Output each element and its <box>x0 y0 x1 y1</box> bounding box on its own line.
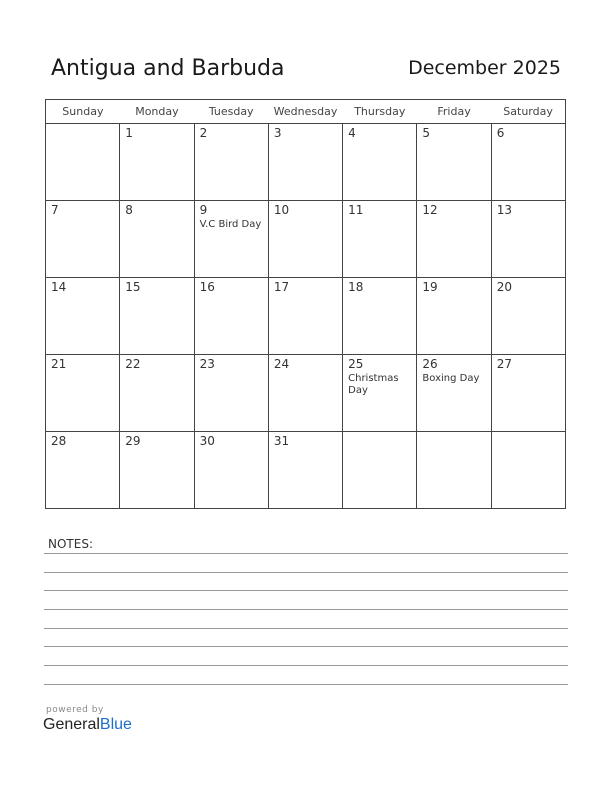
weekday-header: Thursday <box>343 100 417 124</box>
holiday-label <box>120 294 193 296</box>
day-number: 27 <box>496 357 512 371</box>
day-cell <box>343 201 417 278</box>
note-line <box>44 609 568 610</box>
week-row <box>46 201 566 278</box>
day-cell <box>194 432 268 509</box>
holiday-label <box>120 371 193 373</box>
holiday-label <box>417 294 490 296</box>
day-cell <box>120 124 194 201</box>
day-cell <box>491 355 565 432</box>
holiday-label <box>120 217 193 219</box>
generalblue-logo[interactable] <box>43 716 132 734</box>
holiday-label <box>343 140 416 142</box>
holiday-label <box>492 434 565 436</box>
holiday-label <box>492 294 565 296</box>
day-cell <box>194 355 268 432</box>
holiday-label <box>492 217 565 219</box>
day-number: 18 <box>348 280 364 294</box>
holiday-label <box>195 140 268 142</box>
day-cell <box>46 201 120 278</box>
week-row <box>46 124 566 201</box>
day-cell <box>417 278 491 355</box>
holiday-label <box>417 140 490 142</box>
day-number: 2 <box>199 126 208 140</box>
day-number: 9 <box>199 203 208 217</box>
day-cell <box>194 124 268 201</box>
day-cell <box>120 355 194 432</box>
country-title: Antigua and Barbuda <box>51 56 285 81</box>
day-cell <box>194 278 268 355</box>
day-number: 30 <box>199 434 215 448</box>
day-cell <box>417 124 491 201</box>
day-number: 21 <box>51 357 67 371</box>
logo-general-text: General <box>43 716 100 733</box>
day-cell <box>268 355 342 432</box>
day-cell <box>268 201 342 278</box>
holiday-label <box>343 217 416 219</box>
holiday-label <box>343 434 416 436</box>
note-line <box>44 590 568 591</box>
day-number: 28 <box>51 434 67 448</box>
weekday-header: Wednesday <box>268 100 342 124</box>
weekday-header: Tuesday <box>194 100 268 124</box>
holiday-label <box>195 294 268 296</box>
week-row <box>46 278 566 355</box>
holiday-label <box>46 126 119 128</box>
day-number: 26 <box>422 357 438 371</box>
day-number: 14 <box>51 280 67 294</box>
day-number: 16 <box>199 280 215 294</box>
calendar-grid <box>45 99 566 509</box>
day-cell <box>417 201 491 278</box>
logo-blue-text: Blue <box>99 716 132 733</box>
holiday-label <box>120 448 193 450</box>
day-number: 19 <box>422 280 438 294</box>
day-number: 13 <box>496 203 512 217</box>
holiday-label: Boxing Day <box>422 373 480 384</box>
day-cell <box>417 432 491 509</box>
day-cell <box>194 201 268 278</box>
day-number: 23 <box>199 357 215 371</box>
note-line <box>44 553 568 554</box>
holiday-label: Christmas Day <box>348 373 399 396</box>
day-cell <box>268 278 342 355</box>
note-line <box>44 572 568 573</box>
holiday-label <box>269 371 342 373</box>
weekday-header: Monday <box>120 100 194 124</box>
day-cell <box>343 355 417 432</box>
day-number: 5 <box>422 126 431 140</box>
day-number: 4 <box>348 126 356 140</box>
holiday-label <box>417 217 490 219</box>
note-line <box>44 628 568 629</box>
day-number: 11 <box>348 203 364 217</box>
day-cell <box>343 124 417 201</box>
holiday-label <box>46 448 119 450</box>
day-cell <box>491 124 565 201</box>
holiday-label <box>46 217 119 219</box>
day-cell <box>46 124 120 201</box>
day-cell <box>491 278 565 355</box>
day-cell <box>268 432 342 509</box>
day-number: 15 <box>125 280 141 294</box>
weekday-header-row <box>46 100 566 124</box>
holiday-label <box>343 294 416 296</box>
holiday-label <box>269 140 342 142</box>
holiday-label <box>46 294 119 296</box>
day-number: 10 <box>273 203 290 217</box>
holiday-label <box>492 140 565 142</box>
day-cell <box>120 201 194 278</box>
day-number: 1 <box>125 126 133 140</box>
holiday-label <box>120 140 193 142</box>
week-row <box>46 355 566 432</box>
holiday-label <box>417 434 490 436</box>
day-cell <box>343 278 417 355</box>
note-line <box>44 646 568 647</box>
day-cell <box>46 432 120 509</box>
day-cell <box>343 432 417 509</box>
day-number: 29 <box>125 434 141 448</box>
day-number: 12 <box>422 203 438 217</box>
weekday-header: Friday <box>417 100 491 124</box>
day-cell <box>46 278 120 355</box>
weekday-header: Saturday <box>491 100 565 124</box>
holiday-label <box>269 448 342 450</box>
day-number: 17 <box>273 280 290 294</box>
day-cell <box>491 432 565 509</box>
day-number: 20 <box>496 280 512 294</box>
day-cell <box>120 432 194 509</box>
day-number: 8 <box>125 203 133 217</box>
holiday-label <box>269 294 342 296</box>
note-line <box>44 665 568 666</box>
day-number: 7 <box>51 203 59 217</box>
day-cell <box>120 278 194 355</box>
day-number: 25 <box>348 357 364 371</box>
month-year-title: December 2025 <box>408 57 561 79</box>
powered-by-label: powered by <box>46 705 104 715</box>
holiday-label <box>492 371 565 373</box>
day-number: 31 <box>273 434 290 448</box>
holiday-label <box>195 448 268 450</box>
day-number: 24 <box>273 357 290 371</box>
day-number: 22 <box>125 357 141 371</box>
day-cell <box>46 355 120 432</box>
notes-label: NOTES: <box>48 537 93 551</box>
note-line <box>44 684 568 685</box>
week-row <box>46 432 566 509</box>
day-cell <box>491 201 565 278</box>
holiday-label <box>195 371 268 373</box>
holiday-label: V.C Bird Day <box>199 219 262 230</box>
holiday-label <box>46 371 119 373</box>
weekday-header: Sunday <box>46 100 120 124</box>
day-cell <box>417 355 491 432</box>
day-number: 6 <box>496 126 505 140</box>
holiday-label <box>269 217 342 219</box>
day-cell <box>268 124 342 201</box>
day-number: 3 <box>273 126 282 140</box>
